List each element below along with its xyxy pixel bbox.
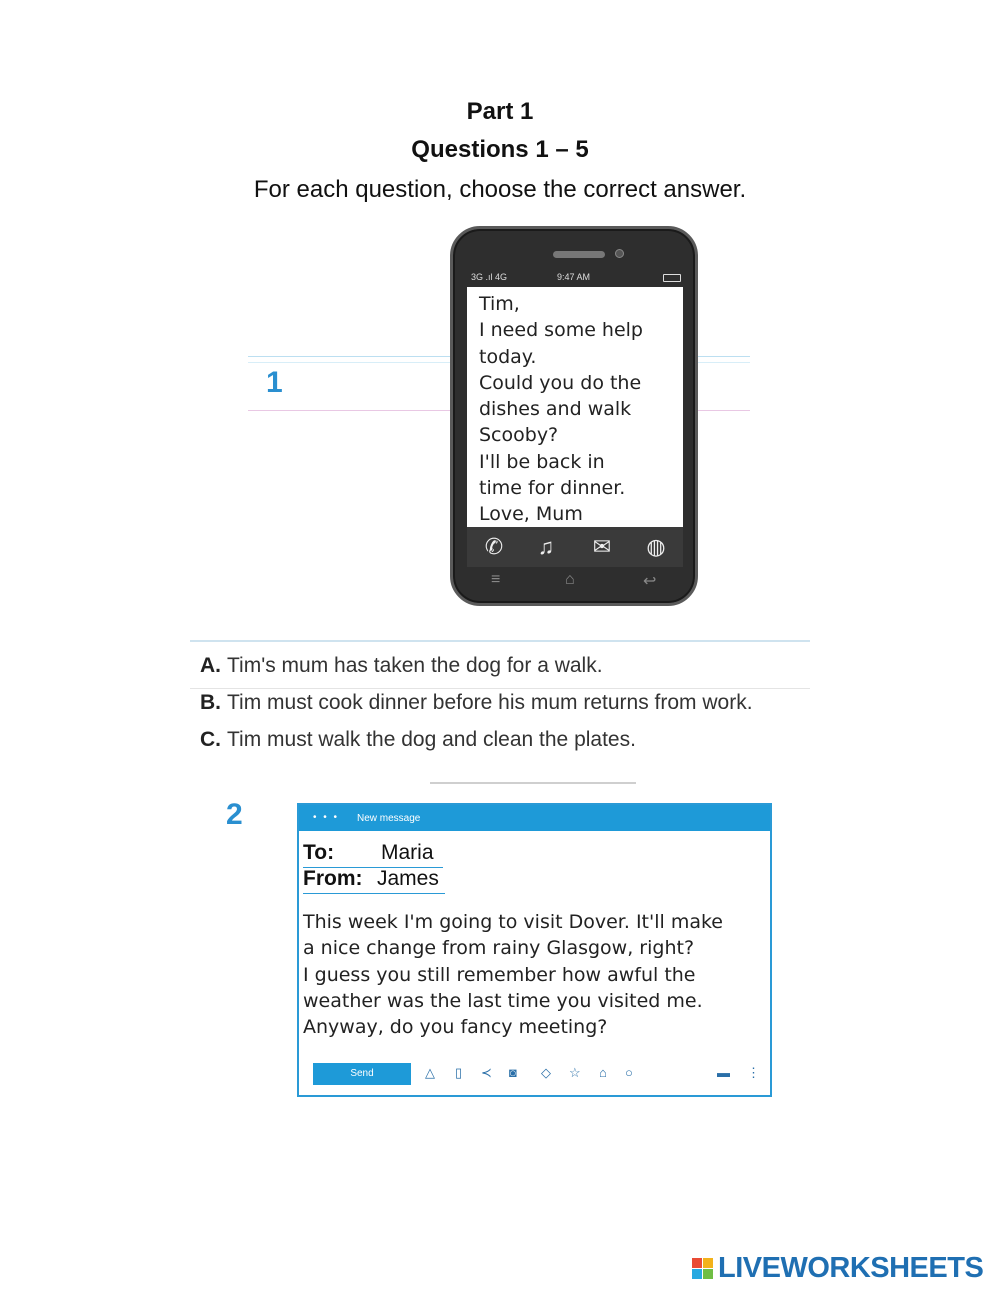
brand-name: LIVEWORKSHEETS [718, 1252, 984, 1284]
status-time: 9:47 AM [557, 272, 591, 282]
option-letter: C. [200, 728, 221, 751]
option-text: Tim's mum has taken the dog for a walk. [227, 654, 603, 677]
email-window-title: New message [357, 813, 421, 824]
window-dots-icon: • • • [313, 812, 340, 823]
globe-icon: ◍ [646, 534, 666, 559]
email-title-bar [299, 805, 770, 831]
menu-icon: ≡ [491, 571, 501, 588]
email-body-line: This week I'm going to visit Dover. It'll make [303, 911, 723, 933]
brand-logo-icon [692, 1258, 714, 1280]
phone-speaker [553, 251, 605, 258]
email-body-line: a nice change from rainy Glasgow, right? [303, 937, 695, 960]
phone-nav-bar [467, 569, 683, 599]
email-body-line: weather was the last time you visited me. [303, 989, 703, 1012]
send-button: Send [313, 1063, 411, 1085]
star-icon: ☆ [569, 1065, 581, 1080]
battery-icon [663, 274, 681, 282]
home-icon: ⌂ [565, 571, 575, 588]
text-message [479, 291, 643, 528]
phone-status-bar [467, 271, 685, 285]
attach-icon: ▯ [455, 1065, 463, 1080]
from-label: From: [303, 867, 363, 890]
more-icon: ⋮ [747, 1065, 760, 1080]
message-line: Love, Mum [479, 503, 583, 526]
questions-range: Questions 1 – 5 [411, 136, 589, 163]
email-to-row [303, 841, 434, 865]
location-icon: ◇ [541, 1065, 551, 1080]
message-line: time for dinner. [479, 477, 626, 500]
worksheet-header [0, 94, 1000, 210]
section-divider [190, 640, 810, 642]
message-line: I need some help [479, 319, 643, 342]
email-body [303, 909, 723, 1040]
phone-icon: ✆ [484, 534, 504, 559]
signal-indicator: 3G .ıl 4G [471, 272, 508, 282]
message-line: today. [479, 345, 537, 368]
to-value: Maria [381, 841, 434, 864]
question-number-1: 1 [266, 366, 283, 399]
part-title: Part 1 [466, 98, 534, 125]
from-value: James [377, 867, 439, 890]
option-c[interactable] [200, 724, 820, 761]
message-line: Scooby? [479, 424, 559, 447]
from-underline [303, 893, 445, 894]
logo-square [692, 1269, 702, 1279]
email-body-line: I guess you still remember how awful the [303, 963, 696, 986]
email-body-line: Anyway, do you fancy meeting? [303, 1016, 608, 1039]
search-icon: ○ [625, 1065, 633, 1080]
message-line: I'll be back in [479, 450, 605, 473]
back-icon: ↩ [643, 573, 657, 590]
message-line: Could you do the [479, 371, 642, 394]
email-toolbar [313, 1063, 760, 1085]
mail-icon: ✉ [592, 534, 612, 559]
phone-dock [467, 527, 683, 567]
option-letter: A. [200, 654, 221, 677]
phone-screen [467, 287, 683, 527]
option-text: Tim must walk the dog and clean the plates. [227, 728, 636, 751]
option-text: Tim must cook dinner before his mum returns from work. [227, 691, 753, 714]
to-label: To: [303, 841, 335, 864]
message-line: dishes and walk [479, 398, 632, 421]
message-line: Tim, [479, 293, 520, 315]
format-icon: △ [425, 1065, 435, 1080]
share-icon: ≺ [481, 1065, 492, 1080]
option-letter: B. [200, 691, 221, 714]
phone-camera-icon [615, 249, 624, 258]
camera-icon: ◙ [509, 1065, 517, 1080]
logo-square [703, 1269, 713, 1279]
phone-illustration [450, 226, 698, 606]
option-b[interactable] [200, 687, 820, 724]
home-icon: ⌂ [599, 1065, 607, 1080]
logo-square [703, 1258, 713, 1268]
question1-options [200, 650, 820, 761]
section-divider [430, 782, 636, 784]
instructions: For each question, choose the correct answer. [253, 176, 747, 203]
option-a[interactable] [200, 650, 820, 687]
music-icon: ♫ [537, 534, 555, 559]
logo-square [692, 1258, 702, 1268]
question-number-2: 2 [226, 798, 243, 831]
email-from-row [303, 867, 439, 891]
email-illustration [297, 803, 772, 1097]
delete-icon: ▬ [717, 1065, 730, 1080]
